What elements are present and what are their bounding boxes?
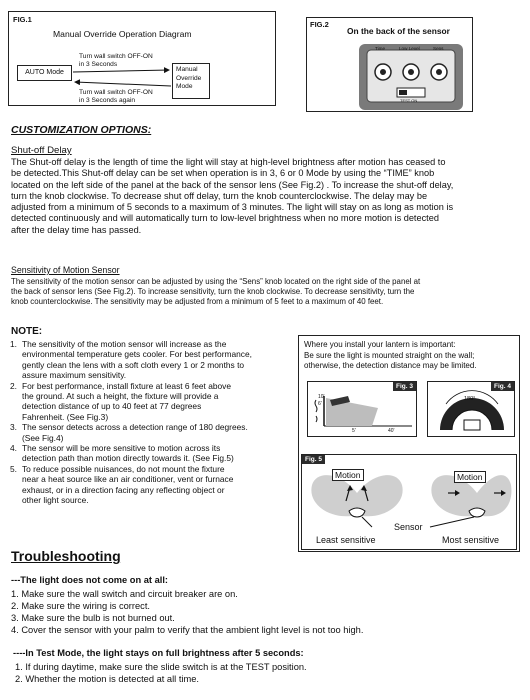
sensitivity-line: knob counterclockwise. The sensitivity may be adjusted from a minimum of 5 feet to a maximum of 40 feet. xyxy=(11,297,384,307)
fig3-label: Fig. 3 xyxy=(393,382,416,391)
fig3-height-top: 10' xyxy=(318,394,325,400)
fig5-least-sensitive: Least sensitive xyxy=(316,535,376,545)
fig1-title: Manual Override Operation Diagram xyxy=(53,29,192,39)
shutoff-line: adjusted from a minimum of 5 seconds to a maximum of 3 minutes. The light will stay on as long as motion is xyxy=(11,202,454,213)
troubleshooting-heading: Troubleshooting xyxy=(11,548,121,564)
list-item: 2. Whether the motion is detected at all time. xyxy=(15,674,199,685)
fig4-illustration xyxy=(428,382,514,436)
knob-label-time: Time xyxy=(375,46,386,51)
manual-mode-line: Override xyxy=(176,74,202,82)
fig1-arrows xyxy=(9,12,277,107)
note-list xyxy=(10,339,300,506)
shutoff-line: The Shut-off delay is the length of time the light will stay at high-level brightness after motion has ceased to xyxy=(11,157,446,167)
sensitivity-title: Sensitivity of Motion Sensor xyxy=(11,265,120,275)
fig5-motion-right: Motion xyxy=(454,471,486,483)
arrow-top-line: Turn wall switch OFF-ON xyxy=(79,53,153,60)
fig1-panel xyxy=(8,11,276,106)
troubleshooting-sub2: ----In Test Mode, the light stays on full brightness after 5 seconds: xyxy=(13,648,304,658)
shutoff-paragraph xyxy=(11,157,526,236)
sensitivity-paragraph xyxy=(11,277,526,308)
install-text xyxy=(304,340,477,372)
note-item: 2. For best performance, install fixture at least 6 feet above the ground. At such a height, the fixture will provide a detection distance of up to 40 feet at 77 degrees Fahrenheit. (See Fig.3) xyxy=(10,380,232,422)
fig3-distance-2: 40' xyxy=(388,428,395,434)
fig4-panel xyxy=(427,381,515,437)
note-item: 5. To reduce possible nuisances, do not mount the fixture near a heat source like an air conditioner, vent or furnace exhaust, or in a direction facing any reflecting object or other light source. xyxy=(10,463,234,506)
shutoff-line: located on the left side of the panel at the back of the sensor lens (See Fig.2) . To increase the shut-off delay, xyxy=(11,179,454,190)
arrow-right xyxy=(73,70,169,72)
fig1-label: FIG.1 xyxy=(13,15,32,24)
sensitivity-line: The sensitivity of the motion sensor can be adjusted by using the “Sens” knob located on the right side of the panel at xyxy=(11,277,421,286)
customization-heading: CUSTOMIZATION OPTIONS: xyxy=(11,124,152,136)
note-item: 4. The sensor will be more sensitive to motion across its detection path than motion directly towards it. (See Fig.5) xyxy=(10,443,234,464)
fig3-distance-1: 5' xyxy=(352,428,356,434)
shutoff-line: be detected.This Shut-off delay can be set when operation is in 3, 6 or 0 Mode by using the “TIME” knob xyxy=(11,168,435,179)
install-panel xyxy=(298,335,520,552)
fig5-most-sensitive: Most sensitive xyxy=(442,535,500,545)
list-item: 1. If during daytime, make sure the slide switch is at the TEST position. xyxy=(15,662,307,672)
manual-mode-line: Mode xyxy=(176,83,193,90)
fig3-panel xyxy=(307,381,417,437)
list-item: 3. Make sure the bulb is not burned out. xyxy=(11,613,175,624)
arrow-left xyxy=(75,82,171,86)
fig5-label: Fig. 5 xyxy=(302,455,325,464)
shutoff-line: detected continuously and will automatically turn to low-level brightness when no more motion is detected xyxy=(11,213,439,224)
fig2-title: On the back of the sensor xyxy=(347,26,450,36)
fig5-motion-left: Motion xyxy=(332,469,364,481)
fig4-angle: 180° xyxy=(464,396,476,402)
install-line: Be sure the light is mounted straight on the wall; xyxy=(304,350,475,360)
fig3-height-bottom: 6' xyxy=(318,401,322,407)
switch-label: TEST ON xyxy=(400,98,418,103)
manual-mode-line: Manual xyxy=(176,66,198,73)
fig2-label: FIG.2 xyxy=(310,20,329,29)
troubleshooting-sub1: ---The light does not come on at all: xyxy=(11,575,169,585)
sensitivity-line: the back of sensor lens (See Fig.2). To increase sensitivity, turn the knob clockwise. To decrease sensitivity, turn the xyxy=(11,287,415,297)
list-item: 4. Cover the sensor with your palm to verify that the ambient light level is not too high. xyxy=(11,625,364,636)
troubleshooting-list2 xyxy=(15,661,307,685)
fig2-panel xyxy=(306,17,473,112)
fig5-sensor-label: Sensor xyxy=(394,522,423,532)
fig5-panel xyxy=(301,454,517,550)
arrow-top-line: in 3 Seconds xyxy=(79,61,118,68)
install-line: Where you install your lantern is important: xyxy=(304,340,456,349)
knob-label-low: Low Level xyxy=(399,46,420,51)
list-item: 1. Make sure the wall switch and circuit breaker are on. xyxy=(11,589,238,599)
fig4-label: Fig. 4 xyxy=(491,382,514,391)
list-item: 2. Make sure the wiring is correct. xyxy=(11,601,150,612)
install-line: otherwise, the detection distance may be limited. xyxy=(304,361,477,370)
note-item: 3. The sensor detects across a detection range of 180 degrees. (See Fig.4) xyxy=(10,422,248,443)
arrow-bottom-line: in 3 Seconds again xyxy=(79,97,136,104)
note-item: 1. The sensitivity of the motion sensor will increase as the environmental temperature gets cooler. For best performance, gently clean the lens with a soft cloth every 1 or 2 months to assure maximum sensitivity. xyxy=(10,339,252,381)
knob-label-sens: Sens xyxy=(433,46,444,51)
shutoff-title: Shut-off Delay xyxy=(11,145,72,156)
shutoff-line: after the delay time has passed. xyxy=(11,224,142,235)
troubleshooting-list1 xyxy=(11,588,363,636)
auto-mode-label: AUTO Mode xyxy=(25,69,64,76)
arrow-bottom-line: Turn wall switch OFF-ON xyxy=(79,89,153,96)
note-heading: NOTE: xyxy=(11,326,43,337)
fig3-illustration xyxy=(308,382,416,436)
shutoff-line: turn the knob clockwise. To decrease shut off delay, turn the knob counterclockwise. The delay may be xyxy=(11,190,428,201)
